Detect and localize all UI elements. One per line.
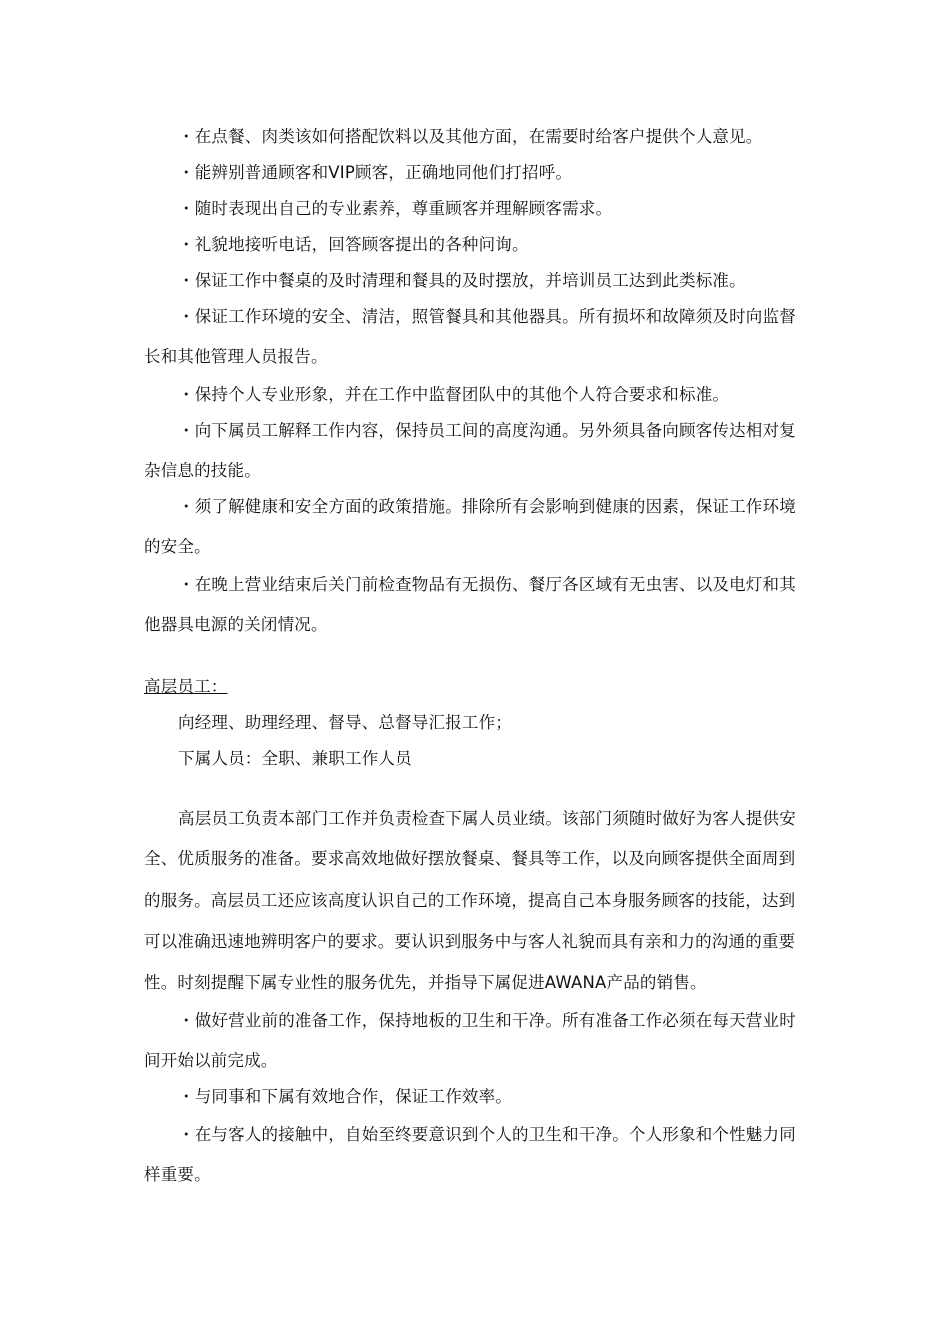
bullet-item: ・与同事和下属有效地合作，保证工作效率。	[178, 1087, 512, 1106]
paragraph-line: 全、优质服务的准备。要求高效地做好摆放餐桌、餐具等工作，以及向顾客提供全面周到	[144, 849, 796, 868]
bullet-item: ・做好营业前的准备工作，保持地板的卫生和干净。所有准备工作必须在每天营业时	[178, 1011, 796, 1030]
reports-to-line: 向经理、助理经理、督导、总督导汇报工作；	[178, 713, 512, 732]
bullet-item: ・向下属员工解释工作内容，保持员工间的高度沟通。另外须具备向顾客传达相对复	[178, 421, 796, 440]
bullet-item-continuation: 他器具电源的关闭情况。	[144, 615, 328, 634]
bullet-item: ・能辨别普通顾客和VIP顾客，正确地同他们打招呼。	[178, 163, 573, 182]
bullet-item-continuation: 的安全。	[144, 537, 211, 556]
bullet-item-continuation: 间开始以前完成。	[144, 1051, 278, 1070]
paragraph-line: 可以准确迅速地辨明客户的要求。要认识到服务中与客人礼貌而具有亲和力的沟通的重要	[144, 932, 796, 951]
paragraph-line: 高层员工负责本部门工作并负责检查下属人员业绩。该部门须随时做好为客人提供安	[178, 809, 796, 828]
bullet-item: ・随时表现出自己的专业素养，尊重顾客并理解顾客需求。	[178, 199, 613, 218]
bullet-item-continuation: 杂信息的技能。	[144, 461, 261, 480]
bullet-item: ・保证工作中餐桌的及时清理和餐具的及时摆放，并培训员工达到此类标准。	[178, 271, 746, 290]
bullet-item: ・在与客人的接触中，自始至终要意识到个人的卫生和干净。个人形象和个性魅力同	[178, 1125, 796, 1144]
bullet-item: ・须了解健康和安全方面的政策措施。排除所有会影响到健康的因素，保证工作环境	[178, 497, 796, 516]
subordinates-line: 下属人员：全职、兼职工作人员	[178, 749, 412, 768]
bullet-item-continuation: 样重要。	[144, 1165, 211, 1184]
bullet-item-continuation: 长和其他管理人员报告。	[144, 347, 328, 366]
bullet-item: ・在点餐、肉类该如何搭配饮料以及其他方面，在需要时给客户提供个人意见。	[178, 127, 763, 146]
paragraph-line: 的服务。高层员工还应该高度认识自己的工作环境，提高自己本身服务顾客的技能，达到	[144, 891, 796, 910]
bullet-item: ・保证工作环境的安全、清洁，照管餐具和其他器具。所有损坏和故障须及时向监督	[178, 307, 796, 326]
bullet-item: ・在晚上营业结束后关门前检查物品有无损伤、餐厅各区域有无虫害、以及电灯和其	[178, 575, 796, 594]
section-heading: 高层员工：	[144, 677, 228, 696]
paragraph-line: 性。时刻提醒下属专业性的服务优先，并指导下属促进AWANA产品的销售。	[144, 973, 707, 992]
bullet-item: ・保持个人专业形象，并在工作中监督团队中的其他个人符合要求和标准。	[178, 385, 730, 404]
bullet-item: ・礼貌地接听电话，回答顾客提出的各种问询。	[178, 235, 529, 254]
